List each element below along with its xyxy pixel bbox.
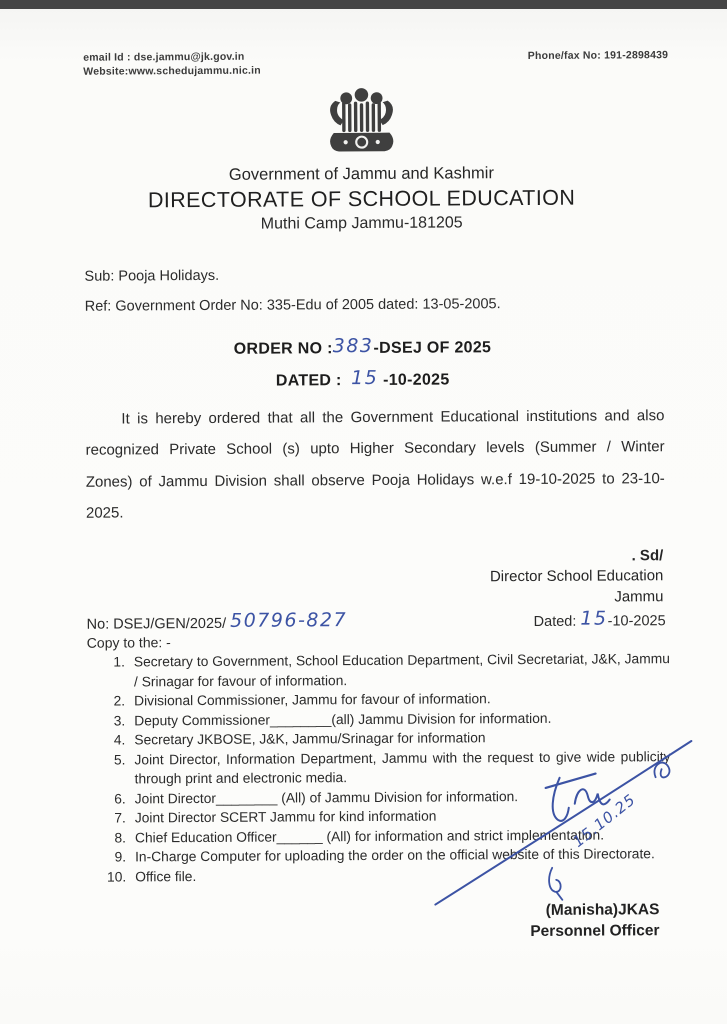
copy-item-number: 3. [113, 712, 126, 729]
signoff-place-line: Jammu [614, 587, 664, 605]
order-dated-prefix: DATED : [275, 371, 342, 390]
reference-line: Ref: Government Order No: 335-Edu of 2005 dated: 13-05-2005. [84, 295, 501, 315]
dispatch-number [87, 610, 348, 634]
signoff-title-line: Director School Education [489, 567, 664, 586]
dispatch-row [87, 608, 666, 634]
signature-handwritten-date: 15.10.25 [569, 790, 640, 851]
order-no-handwritten: 383 [332, 334, 374, 357]
copy-list-item [100, 864, 671, 887]
order-no-prefix: ORDER NO : [233, 339, 333, 358]
signatory-name: (Manisha)JKAS [545, 901, 660, 919]
copy-item-number: 4. [113, 732, 126, 748]
address-line: Muthi Camp Jammu-181205 [260, 213, 463, 233]
copy-item-number: 8. [114, 829, 127, 846]
copy-item-text: Chief Education Officer______ (All) for information and strict implementation. [134, 827, 605, 845]
signatory-block [2, 899, 659, 945]
document-content [0, 7, 727, 1024]
copy-item-number: 5. [113, 751, 126, 768]
order-dated-suffix: -10-2025 [383, 370, 450, 389]
copy-item-text: Secretary JKBOSE, J&K, Jammu/Srinagar for information [134, 730, 486, 748]
website-line: Website:www.schedujammu.nic.in [83, 64, 261, 78]
copy-item-text: Secretary to Government, School Education Department, Civil Secretariat, J&K, Jammu / Srinagar for favour of information. [133, 651, 670, 689]
copy-item-number: 2. [113, 693, 126, 709]
dispatch-dated-suffix: -10-2025 [607, 613, 666, 630]
email-line: email Id : dse.jammu@jk.gov.in [83, 50, 245, 64]
letterhead-contact-row [0, 7, 724, 79]
copy-item-number: 1. [113, 654, 125, 670]
copy-item-number: 10. [106, 868, 127, 885]
dispatch-no-prefix: No: DSEJ/GEN/2025/ [86, 615, 227, 633]
subject-line: Sub: Pooja Holidays. [84, 267, 220, 285]
dispatch-dated-prefix: Dated: [533, 613, 577, 630]
copy-item-text: In-Charge Computer for uploading the order on the official website of this Directorate. [135, 846, 655, 865]
government-line: Government of Jammu and Kashmir [228, 164, 494, 184]
order-no-suffix: -DSEJ OF 2025 [373, 338, 492, 357]
dispatch-date [534, 608, 666, 631]
letterhead-title-block [0, 162, 725, 236]
dispatch-no-handwritten: 50796-827 [230, 609, 348, 632]
copy-item-number: 6. [114, 790, 126, 807]
copy-item-text: Deputy Commissioner________(all) Jammu Division for information. [134, 710, 552, 728]
emblem-container [0, 83, 725, 164]
copy-to-heading: Copy to the: - [86, 634, 171, 651]
phone-line: Phone/fax No: 191-2898439 [527, 49, 669, 62]
order-number-block [0, 329, 726, 397]
copy-item-text: Joint Director SCERT Jammu for kind information [134, 808, 437, 826]
copy-item-text: Joint Director, Information Department, Jammu with the request to give wide publicity through print and electronic media. [134, 748, 671, 787]
copy-list-item [99, 649, 670, 691]
copy-item-text: Office file. [135, 868, 197, 884]
copy-item-number: 7. [114, 810, 126, 826]
copy-item-text: Divisional Commissioner, Jammu for favour of information. [134, 691, 491, 709]
signatory-title: Personnel Officer [530, 922, 660, 940]
sd-line: . Sd/ [631, 546, 664, 564]
copy-item-text: Joint Director________ (All) of Jammu Division for information. [134, 788, 519, 806]
copy-item-number: 9. [114, 849, 127, 865]
dispatch-dated-handwritten: 15 [580, 607, 608, 630]
order-dated-line [0, 361, 726, 397]
directorate-title: DIRECTORATE OF SCHOOL EDUCATION [147, 185, 576, 212]
copy-list-item [99, 747, 670, 789]
signoff-block [0, 546, 663, 612]
subject-reference-block [84, 258, 665, 322]
order-dated-handwritten: 15 [351, 366, 379, 389]
order-number-line [0, 329, 726, 365]
ashoka-emblem-icon [323, 144, 399, 161]
order-body-paragraph: It is hereby ordered that all the Government Educational institutions and also recognized Private School (s) upto Higher Secondary levels (Summer / Winter Zones) of Jammu Division shall observe Pooja Holidays w.e.f 19-10-2025 to 23-10-2025. [85, 406, 665, 522]
copy-distribution-list [99, 649, 671, 886]
contact-left-block [83, 50, 261, 79]
